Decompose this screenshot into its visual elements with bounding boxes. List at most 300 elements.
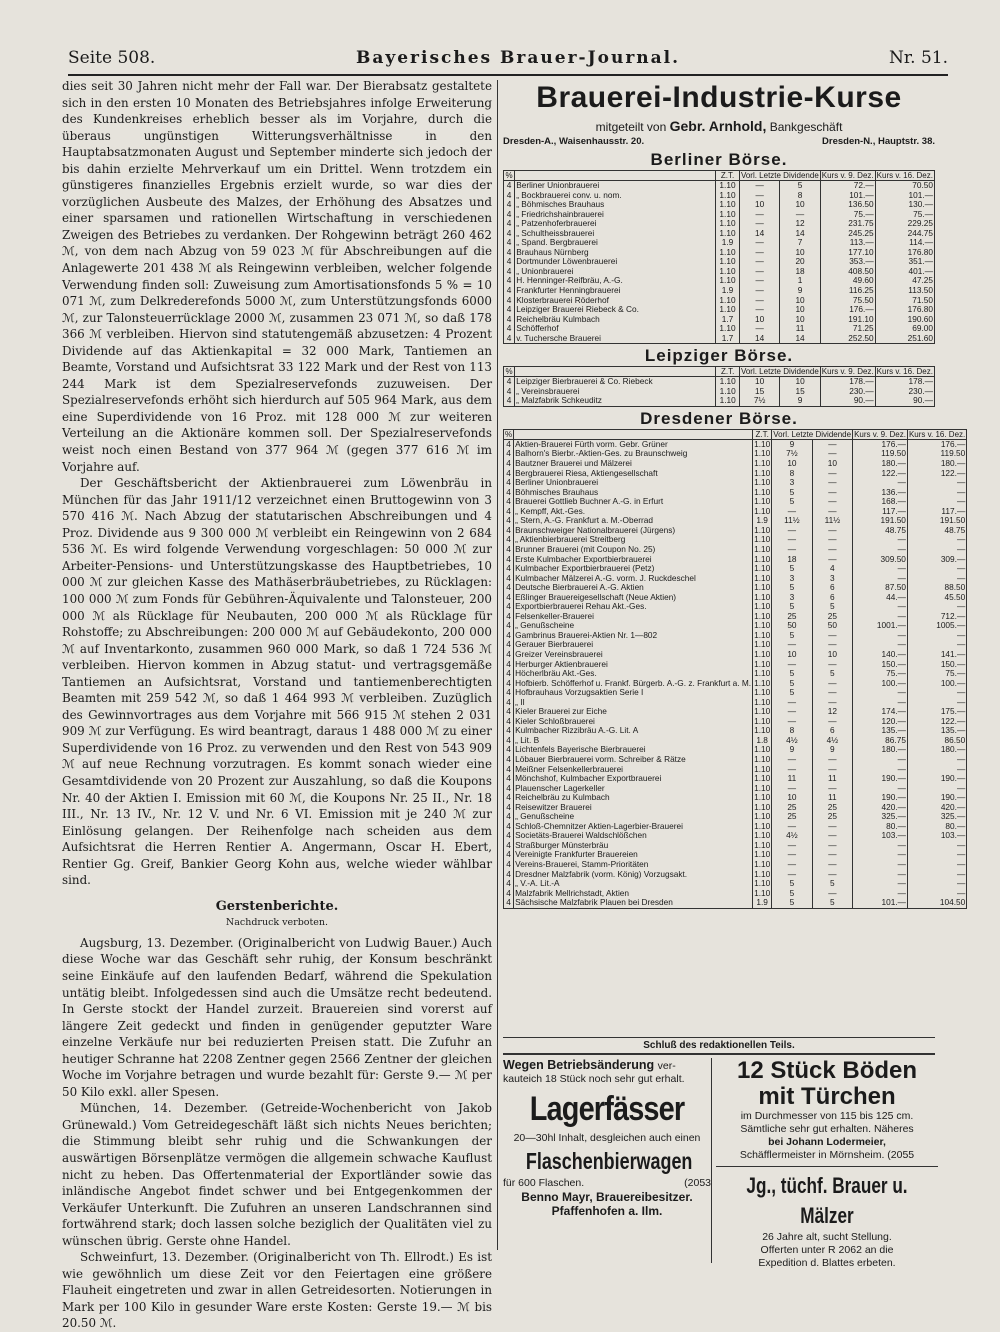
paragraph-loewenbraeu: Der Geschäftsbericht der Aktienbrauerei zum Löwenbräu in München für das Jahr 1911/12 verzeichnet einen Bruttogewinn von 3 570 416 ℳ. Nach Abzug der statutarischen Abschreibungen und 4 Proz. Dividende aus 9 300 000 ℳ verbleibt ein Reingewinn von 2 684 536 ℳ. Es wird folgende Verwendung vorgeschlagen: 50 000 ℳ zur Arbeiter-Pensions- und Unterstützungskasse des Hauptbetriebes, 10 000 ℳ zur gleichen Kasse des Mathäserbräubetriebes, zu Rücklagen: 100 000 ℳ zum Fonds für Gebühren-Äquivalente und Talonsteuer, 200 000 ℳ als Rücklage für Neubauten, 200 000 ℳ als Rücklage für Rohstoffe; zu Abschreibungen: 200 000 ℳ auf Gebäudekonto, 200 000 ℳ auf Inventarkonto, zusammen 960 000 Mark, so daß 1 724 536 ℳ verbleiben. Hiervon kommen in Abzug statut- und vertragsgemäße Tantiemen an Aufsichtsrat, Vorstand und tantiemenberechtigten Beamten mit 259 542 ℳ, so daß 1 464 993 ℳ verbleiben. Zuzüglich des Gewinnvortrages aus dem Vorjahre mit 566 915 ℳ stehen 2 031 909 ℳ zur Verfügung. Es wird beantragt, daraus 1 488 000 ℳ zu einer Superdividende von 16 Proz. zu verwenden und den Rest von 543 909 ℳ auf neue Rechnung vorzutragen. Es kommt sonach wieder eine Gesamtdividende von 20 Prozent zur Auszahlung, so daß die Koupons Nr. 40 der Aktien I. Emission mit 60 ℳ, die Koupons Nr. 25 II., Nr. 18 III., Nr. 13 IV., Nr. 12 V. und Nr. 6 VI. Emission mit je 240 ℳ zur Einlösung gelangen. Der Reihenfolge nach scheiden aus dem Aufsichtsrat die Herren Rentier A. Angermann, Oscar H. Ebert, Rentier Gg. Greif, Bankier Georg Kohn aus, welche wieder wählbar sind.: [62, 476, 492, 888]
row-last-dividend: —: [812, 507, 852, 517]
row-kurs-9: 180.—: [853, 745, 908, 755]
row-last-dividend: —: [812, 765, 852, 775]
row-percent: 4: [504, 698, 514, 708]
row-percent: 4: [504, 257, 515, 267]
row-last-dividend: —: [812, 841, 852, 851]
row-prev-dividend: —: [772, 841, 812, 851]
row-kurs-16: 114.—: [875, 238, 934, 248]
col-name: [515, 171, 716, 181]
row-kurs-9: 180.—: [853, 459, 908, 469]
row-kurs-16: —: [907, 631, 966, 641]
row-percent: 4: [504, 191, 515, 201]
row-company: Leipziger Bierbrauerei & Co. Riebeck: [515, 377, 716, 387]
row-percent: 4: [504, 784, 514, 794]
row-company: Hofbierb. Schöfferhof u. Frankf. Bürgerb. A.-G. z. Frankfurt a. M.: [515, 677, 752, 688]
row-last-dividend: —: [812, 488, 852, 498]
row-last-dividend: 15: [780, 387, 820, 397]
row-last-dividend: 10: [780, 315, 820, 325]
ad1-lagerfaesser: Lagerfässer: [529, 1090, 685, 1128]
ad1-advertiser: Benno Mayr, Brauereibesitzer.: [521, 1190, 693, 1204]
row-kurs-16: —: [907, 497, 966, 507]
row-last-dividend: 10: [780, 296, 820, 306]
row-zt: 1.10: [754, 725, 771, 736]
row-last-dividend: 11½: [812, 516, 852, 526]
row-kurs-9: 353.—: [820, 257, 875, 267]
row-last-dividend: —: [812, 660, 852, 670]
source-firm: Gebr. Arnhold,: [669, 118, 767, 134]
row-company: „ Friedrichshainbrauerei: [515, 210, 716, 220]
row-kurs-16: —: [907, 574, 966, 584]
row-company: „ Aktienbierbrauerei Streitberg: [514, 535, 753, 545]
row-prev-dividend: 3: [772, 478, 812, 488]
row-kurs-9: 230.—: [820, 387, 875, 397]
ad1-flaschenbierwagen: Flaschenbierwagen: [525, 1148, 693, 1174]
row-zt: 1.10: [716, 257, 740, 267]
row-zt: 1.10: [716, 324, 740, 334]
row-kurs-9: 190.—: [853, 774, 908, 784]
row-kurs-9: 90.—: [820, 396, 875, 406]
row-company: Plauenscher Lagerkeller: [514, 784, 753, 794]
paragraph-schweinfurt: Schweinfurt, 13. Dezember. (Originalbericht von Th. Ellrodt.) Es ist wie gewöhnlich um diese Zeit vor den Feiertagen eine größere Flauheit eingetreten und zwar in allen Getreidesorten. Notierungen in Mark per 100 Kilo in gesunder Ware erste Kosten: Gerste 19.— ℳ bis 20.50 ℳ.: [62, 1250, 492, 1331]
row-last-dividend: 10: [780, 200, 820, 210]
stock-quotes-column: [503, 78, 966, 1038]
row-kurs-16: 351.—: [875, 257, 934, 267]
row-prev-dividend: 25: [772, 612, 812, 622]
row-zt: 1.9: [753, 898, 772, 908]
row-company: Kieler Brauerei zur Eiche: [514, 707, 753, 717]
row-kurs-16: 230.—: [875, 387, 934, 397]
row-last-dividend: 5: [812, 602, 852, 612]
row-zt: 1.10: [754, 830, 771, 841]
row-kurs-9: 86.75: [853, 736, 908, 746]
col-percent: %: [504, 367, 515, 377]
row-percent: 4: [504, 377, 515, 387]
row-last-dividend: 18: [780, 267, 820, 277]
row-percent: 4: [504, 640, 514, 650]
section-title-gerstenberichte: Gerstenberichte.: [215, 898, 339, 914]
row-zt: 1.10: [754, 534, 771, 545]
row-percent: 4: [504, 593, 514, 603]
row-zt: 1.10: [716, 267, 740, 277]
row-kurs-16: 135.—: [907, 726, 966, 736]
dresden-table: [503, 429, 967, 909]
row-kurs-16: 176.—: [907, 439, 966, 449]
row-percent: 4: [504, 660, 514, 670]
row-kurs-16: 309.—: [907, 555, 966, 565]
row-percent: 4: [504, 210, 515, 220]
row-zt: 1.9: [716, 238, 740, 248]
row-company: Aktien-Brauerei Fürth vorm. Gebr. Grüner: [514, 439, 753, 449]
row-last-dividend: 1: [780, 276, 820, 286]
col-kurs-16: Kurs v. 16. Dez.: [876, 367, 933, 377]
row-percent: 4: [504, 612, 514, 622]
row-prev-dividend: 5: [772, 879, 812, 889]
row-kurs-16: 180.—: [907, 745, 966, 755]
row-prev-dividend: —: [739, 257, 779, 267]
row-company: Kulmbacher Rizzibräu A.-G. Lit. A: [514, 726, 753, 736]
row-kurs-9: —: [853, 602, 908, 612]
row-percent: 4: [504, 602, 514, 612]
row-kurs-9: —: [853, 545, 908, 555]
row-company: Malzfabrik Mellrichstadt, Aktien: [514, 889, 753, 899]
row-kurs-16: 122.—: [907, 717, 966, 727]
col-kurs-9: Kurs v. 9. Dez.: [821, 171, 874, 180]
row-kurs-9: 72.—: [820, 181, 875, 191]
row-kurs-16: —: [907, 860, 966, 870]
row-percent: 4: [504, 488, 514, 498]
row-kurs-16: 401.—: [875, 267, 934, 277]
row-prev-dividend: 9: [772, 439, 812, 449]
row-company: Meißner Felsenkellerbrauerei: [514, 765, 753, 775]
row-kurs-9: —: [853, 574, 908, 584]
row-prev-dividend: 5: [772, 669, 812, 679]
row-kurs-16: 122.—: [907, 469, 966, 479]
row-zt: 1.10: [754, 753, 771, 764]
row-last-dividend: 20: [780, 257, 820, 267]
row-company: Höcherlbräu Akt.-Ges.: [514, 669, 753, 679]
row-prev-dividend: —: [772, 640, 812, 650]
row-last-dividend: —: [812, 822, 852, 832]
row-zt: 1.10: [754, 458, 771, 469]
row-kurs-16: —: [907, 870, 966, 880]
row-kurs-9: 49.60: [820, 276, 875, 286]
row-prev-dividend: —: [772, 784, 812, 794]
col-percent: %: [504, 171, 515, 181]
col-dividend: Vorl. Letzte Dividende: [740, 171, 819, 180]
row-percent: 4: [504, 564, 514, 574]
row-company: Straßburger Münsterbräu: [514, 841, 753, 851]
row-kurs-9: 103.—: [853, 831, 908, 841]
row-percent: 4: [504, 276, 515, 286]
row-company: Bautzner Brauerei und Mälzerei: [514, 459, 753, 469]
leipzig-table: [503, 366, 935, 407]
row-zt: 1.10: [754, 878, 771, 889]
row-company: Reichelbräu zu Kulmbach: [514, 793, 753, 803]
col-dividend: Vorl. Letzte Dividende: [773, 429, 852, 439]
row-kurs-16: 176.80: [875, 248, 934, 258]
col-dividend: Vorl. Letzte Dividende: [740, 367, 819, 377]
row-company: „ Stern, A.-G. Frankfurt a. M.-Oberrad: [514, 516, 753, 526]
row-kurs-9: 309.50: [853, 555, 908, 565]
row-percent: 4: [504, 545, 514, 555]
row-prev-dividend: —: [772, 850, 812, 860]
row-last-dividend: 11: [812, 774, 852, 784]
row-percent: 4: [504, 879, 514, 889]
row-company: Deutsche Bierbrauerei A.-G. Aktien: [514, 583, 753, 593]
row-company: „ Spand. Bergbrauerei: [515, 238, 716, 248]
row-kurs-9: 101.—: [853, 898, 908, 908]
row-prev-dividend: 25: [772, 812, 812, 822]
row-kurs-16: 176.80: [875, 305, 934, 315]
row-kurs-16: 1005.—: [907, 621, 966, 631]
row-last-dividend: —: [812, 679, 852, 689]
row-percent: 4: [504, 650, 514, 660]
row-prev-dividend: 11½: [772, 516, 812, 526]
row-kurs-16: 69.00: [875, 324, 934, 334]
row-percent: 4: [504, 387, 515, 397]
row-kurs-16: 117.—: [907, 507, 966, 517]
row-company: Brauhaus Nürnberg: [515, 248, 716, 258]
row-last-dividend: 10: [812, 650, 852, 660]
row-percent: 4: [504, 200, 515, 210]
row-last-dividend: 14: [780, 229, 820, 239]
row-prev-dividend: —: [739, 276, 779, 286]
row-kurs-9: 150.—: [853, 660, 908, 670]
row-kurs-16: 113.50: [875, 286, 934, 296]
row-kurs-9: 191.50: [853, 516, 908, 526]
row-percent: 4: [504, 889, 514, 899]
row-company: Berliner Unionbrauerei: [514, 478, 753, 488]
row-percent: 4: [504, 478, 514, 488]
row-company: „ Bockbrauerei conv. u. nom.: [515, 191, 716, 201]
row-percent: 4: [504, 305, 515, 315]
row-company: „ Genußscheine: [514, 812, 753, 822]
row-kurs-9: 176.—: [853, 439, 908, 449]
row-kurs-16: 325.—: [907, 812, 966, 822]
row-zt: 1.10: [754, 744, 771, 755]
row-last-dividend: 3: [812, 574, 852, 584]
row-percent: 4: [504, 555, 514, 565]
row-kurs-9: 136.50: [820, 200, 875, 210]
row-last-dividend: 25: [812, 812, 852, 822]
row-kurs-9: 140.—: [853, 650, 908, 660]
row-last-dividend: 25: [812, 803, 852, 813]
row-prev-dividend: 10: [739, 315, 779, 325]
row-kurs-9: —: [853, 688, 908, 698]
row-company: Gerauer Bierbrauerei: [514, 640, 753, 650]
row-kurs-16: —: [907, 640, 966, 650]
row-company: Gambrinus Brauerei-Aktien Nr. 1—802: [514, 631, 753, 641]
ad1-ref: (2053: [684, 1177, 711, 1189]
row-percent: 4: [504, 755, 514, 765]
row-prev-dividend: —: [772, 660, 812, 670]
row-kurs-9: 119.50: [853, 449, 908, 459]
row-percent: 4: [504, 812, 514, 822]
row-prev-dividend: 11: [772, 774, 812, 784]
row-prev-dividend: —: [772, 755, 812, 765]
source-suffix: Bankgeschäft: [769, 120, 843, 134]
row-zt: 1.10: [716, 191, 740, 201]
row-last-dividend: 25: [812, 612, 852, 622]
col-name: [514, 429, 753, 439]
row-last-dividend: —: [812, 478, 852, 488]
row-prev-dividend: 3: [772, 593, 812, 603]
row-company: Kieler Schloßbrauerei: [514, 717, 753, 727]
table-row: [504, 334, 935, 344]
ad1-headline: [503, 1058, 711, 1073]
row-last-dividend: 5: [812, 669, 852, 679]
row-zt: 1.10: [754, 572, 771, 583]
row-percent: 4: [504, 870, 514, 880]
row-kurs-16: —: [907, 850, 966, 860]
row-zt: 1.10: [754, 448, 771, 459]
row-kurs-16: 175.—: [907, 707, 966, 717]
row-company: Societäts-Brauerei Waldschlößchen: [514, 831, 753, 841]
page-header: [68, 44, 948, 76]
row-last-dividend: 8: [780, 191, 820, 201]
row-zt: 1.10: [754, 639, 771, 650]
row-company: „ Genußscheine: [514, 621, 753, 631]
row-kurs-9: 80.—: [853, 822, 908, 832]
row-prev-dividend: —: [739, 296, 779, 306]
row-company: „ Unionbrauerei: [515, 267, 716, 277]
row-kurs-16: 80.—: [907, 822, 966, 832]
row-kurs-16: 191.50: [907, 516, 966, 526]
row-prev-dividend: 9: [772, 745, 812, 755]
row-zt: 1.10: [754, 563, 771, 574]
row-kurs-16: 229.25: [875, 219, 934, 229]
row-last-dividend: 50: [812, 621, 852, 631]
ad1-line2: kauteich 18 Stück noch sehr gut erhalt.: [503, 1073, 685, 1085]
row-zt: 1.10: [754, 438, 771, 449]
row-zt: 1.10: [716, 387, 740, 397]
row-percent: 4: [504, 296, 515, 306]
leipzig-exchange-title: Leipziger Börse.: [644, 346, 794, 366]
source-prefix: mitgeteilt von: [595, 120, 667, 134]
address-left: Dresden-A., Waisenhausstr. 20.: [503, 136, 645, 147]
row-zt: 1.10: [716, 296, 740, 306]
row-zt: 1.10: [754, 543, 771, 554]
row-percent: 4: [504, 238, 515, 248]
row-zt: 1.10: [716, 219, 740, 229]
row-company: „ V.-A. Lit.-A: [514, 879, 753, 889]
row-kurs-16: —: [907, 889, 966, 899]
row-percent: 4: [504, 583, 514, 593]
row-prev-dividend: 25: [772, 803, 812, 813]
row-last-dividend: —: [812, 870, 852, 880]
row-prev-dividend: —: [772, 765, 812, 775]
row-last-dividend: —: [812, 850, 852, 860]
paragraph-muenchen: München, 14. Dezember. (Getreide-Wochenbericht von Jakob Grünewald.) Vom Getreidegeschäft läßt sich nichts Neues berichten; die Stimmung bleibt sehr ruhig und die Schwankungen der auswärtigen Börsenplätze vermögen die allgemein schwache Kauflust nicht zu heben. Das Offertenmaterial der Exportländer sowie das inländische Angebot findet schwer und bei Entgegenkommen der Verkäufer Unterkunft. Die Zufuhren an unseren Landschrannen sind fortwährend stark; doch lassen solche beziglich der Qualitäten viel zu wünschen übrig. Gerste ohne Handel.: [62, 1101, 492, 1248]
row-zt: 1.10: [716, 276, 740, 286]
row-company: Löbauer Bierbrauerei vorm. Schreiber & Rätze: [514, 755, 753, 765]
row-kurs-16: —: [907, 478, 966, 488]
row-prev-dividend: 8: [772, 469, 812, 479]
ad2-headline2: mit Türchen: [758, 1083, 896, 1110]
left-text-column: [62, 78, 492, 1331]
row-kurs-16: 70.50: [875, 181, 934, 191]
row-company: Brunner Brauerei (mit Coupon No. 25): [514, 545, 753, 555]
row-kurs-16: 86.50: [907, 736, 966, 746]
row-last-dividend: 4: [812, 564, 852, 574]
row-kurs-9: —: [853, 631, 908, 641]
row-company: Exportbierbrauerei Rehau Akt.-Ges.: [514, 602, 753, 612]
advertisement-boeden: [716, 1057, 938, 1269]
row-kurs-16: —: [907, 765, 966, 775]
row-percent: 4: [504, 574, 514, 584]
row-kurs-9: —: [853, 755, 908, 765]
row-kurs-9: —: [853, 612, 908, 622]
row-kurs-16: 45.50: [907, 593, 966, 603]
col-zt: Z.T.: [716, 367, 740, 377]
row-kurs-16: —: [907, 535, 966, 545]
row-zt: 1.10: [716, 377, 740, 387]
row-zt: 1.10: [754, 668, 771, 679]
row-percent: 4: [504, 841, 514, 851]
row-company: Herburger Aktienbrauerei: [514, 660, 753, 670]
row-prev-dividend: 5: [772, 688, 812, 698]
col-kurs-16: Kurs v. 16. Dez.: [876, 171, 933, 180]
ad3-line1: 26 Jahre alt, sucht Stellung.: [762, 1231, 892, 1243]
row-kurs-16: 100.—: [907, 679, 966, 689]
row-kurs-16: —: [907, 545, 966, 555]
row-kurs-16: 190.60: [875, 315, 934, 325]
row-zt: 1.10: [754, 553, 771, 564]
row-kurs-9: 75.50: [820, 296, 875, 306]
row-company: Reisewitzer Brauerei: [514, 803, 753, 813]
row-kurs-16: 180.—: [907, 459, 966, 469]
row-zt: 1.10: [754, 620, 771, 631]
row-kurs-9: —: [853, 879, 908, 889]
address-right: Dresden-N., Hauptstr. 38.: [822, 136, 935, 147]
row-company: Dortmunder Löwenbrauerei: [515, 257, 716, 267]
row-last-dividend: —: [812, 469, 852, 479]
paragraph-augsburg: Augsburg, 13. Dezember. (Originalbericht von Ludwig Bauer.) Auch diese Woche war das Geschäft sehr ruhig, der Konsum beschränkt seine Einkäufe auf den laufenden Bedarf, während die Spekulation untätig bleibt. Infolgedessen sind auch die Umsätze recht bedeutend. In Gerste stockt der Handel zurzeit. Brauereien sind vorerst auf längere Zeit gedeckt und finden in genügender geputzter Ware einzelne Verkäufe nur bei reduzierten Preisen statt. Die Zufuhr an heutiger Schranne hat 2208 Zentner gegen 2566 Zentner der gleichen Woche im Vorjahre betragen und wurde bezahlt für: Gerste 9.— ℳ per 50 Kilo exkl. aller Spesen.: [62, 935, 492, 1099]
col-zt: Z.T.: [716, 171, 740, 181]
row-kurs-9: 120.—: [853, 717, 908, 727]
ad3-headline: Jg., tüchf. Brauer u. Mälzer: [746, 1173, 908, 1228]
row-kurs-9: 100.—: [853, 679, 908, 689]
ad2-line2: Sämtliche sehr gut erhalten. Näheres: [740, 1123, 914, 1135]
row-percent: 4: [504, 679, 514, 689]
row-kurs-16: —: [907, 488, 966, 498]
row-kurs-16: 420.—: [907, 803, 966, 813]
row-kurs-16: 88.50: [907, 583, 966, 593]
row-kurs-16: 90.—: [875, 396, 934, 406]
row-kurs-9: 136.—: [853, 488, 908, 498]
row-kurs-9: —: [853, 870, 908, 880]
row-prev-dividend: 10: [772, 459, 812, 469]
row-prev-dividend: —: [772, 526, 812, 536]
table-row: [504, 396, 935, 406]
row-prev-dividend: 5: [772, 488, 812, 498]
row-percent: 4: [504, 324, 515, 334]
row-prev-dividend: 5: [772, 889, 812, 899]
row-prev-dividend: 10: [772, 650, 812, 660]
row-kurs-16: 178.—: [875, 377, 934, 387]
row-kurs-16: 712.—: [907, 612, 966, 622]
row-last-dividend: 6: [812, 593, 852, 603]
row-company: v. Tuchersche Brauerei: [515, 334, 716, 344]
row-kurs-9: 116.25: [820, 286, 875, 296]
row-prev-dividend: —: [772, 545, 812, 555]
row-zt: 1.10: [716, 200, 740, 210]
berlin-exchange-title: Berliner Börse.: [650, 150, 788, 169]
row-kurs-9: 176.—: [820, 305, 875, 315]
row-kurs-16: 251.60: [875, 334, 934, 344]
row-last-dividend: —: [812, 526, 852, 536]
row-zt: 1.7: [716, 334, 740, 344]
row-kurs-16: —: [907, 564, 966, 574]
row-kurs-9: 252.50: [820, 334, 875, 344]
row-company: Brauerei Gottlieb Buchner A.-G. in Erfurt: [514, 497, 753, 507]
row-percent: 4: [504, 803, 514, 813]
row-percent: 4: [504, 469, 514, 479]
row-percent: 4: [504, 860, 514, 870]
row-last-dividend: 4½: [812, 736, 852, 746]
quotes-title: Brauerei-Industrie-Kurse: [536, 81, 902, 114]
end-of-editorial-notice: Schluß des redaktionellen Teils.: [503, 1037, 935, 1055]
row-zt: 1.10: [754, 715, 771, 726]
row-prev-dividend: 5: [772, 564, 812, 574]
row-zt: 1.10: [754, 648, 771, 659]
row-last-dividend: —: [812, 688, 852, 698]
row-kurs-16: 130.—: [875, 200, 934, 210]
row-percent: 4: [504, 267, 515, 277]
row-percent: 4: [504, 774, 514, 784]
quotes-source: [503, 118, 935, 135]
row-percent: 4: [504, 334, 515, 344]
